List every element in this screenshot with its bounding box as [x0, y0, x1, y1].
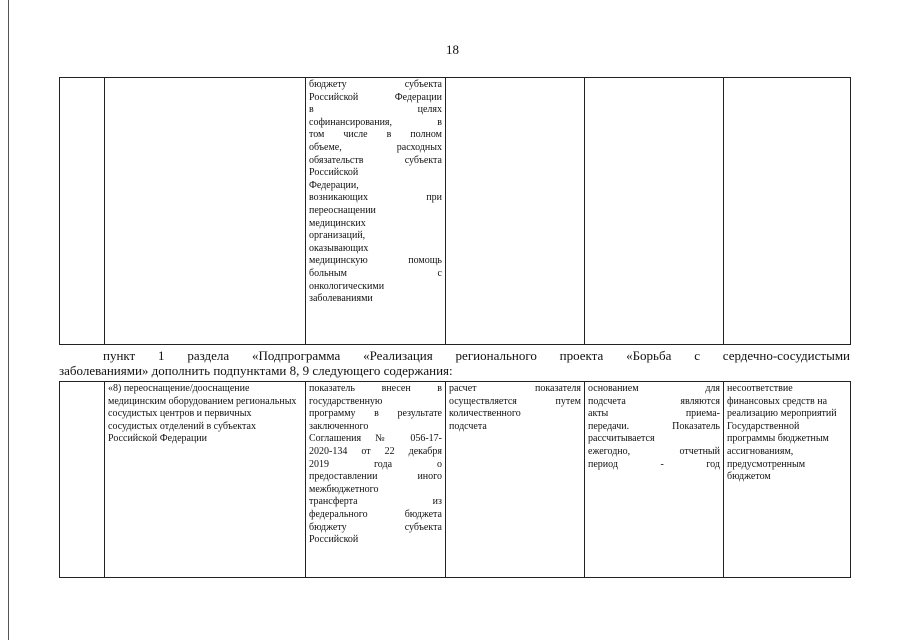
page-margin-line: [8, 0, 9, 640]
cell-text-line: возникающих при: [309, 192, 442, 204]
cell-text-line: Федерации,: [309, 179, 359, 191]
cell-text-line: период - год: [588, 458, 720, 470]
table-cell: [60, 78, 105, 345]
cell-text-line: ежегодно, отчетный: [588, 445, 720, 457]
cell-text-line: организаций,: [309, 230, 366, 242]
cell-text-line: объеме, расходных: [309, 141, 442, 153]
cell-text-line: оказывающих: [309, 242, 369, 254]
table-cell: [60, 382, 105, 578]
table-new-items: [59, 381, 851, 578]
indicator-basis-cell: [306, 382, 446, 578]
cell-text-line: подсчета: [449, 420, 487, 432]
cell-text-line: 2019 года о: [309, 458, 442, 470]
cell-text-line: количественного: [449, 408, 521, 420]
cell-text-line: бюджету субъекта: [309, 521, 442, 533]
cell-text-line: бюджету субъекта: [309, 79, 442, 90]
cell-text-line: обязательств субъекта: [309, 154, 442, 166]
table-cell: [585, 78, 724, 345]
cell-text-line: расчет показателя: [449, 383, 581, 394]
table-cell-legal-text: [306, 78, 446, 345]
table-cell: [724, 78, 851, 345]
cell-text-line: осуществляется путем: [449, 395, 581, 407]
cell-text-line: подсчета являются: [588, 395, 720, 407]
indicator-name-cell: «8) переоснащение/дооснащение медицинским оборудованием региональных сосудистых центров и первичных сосудистых отделений в субъектах Российской Федерации: [105, 382, 306, 578]
table-cell: [446, 78, 585, 345]
cell-text-line: государственную: [309, 395, 383, 407]
table-row: [60, 78, 851, 345]
cell-text-line: основанием для: [588, 383, 720, 394]
cell-text-line: акты приема-: [588, 408, 720, 420]
cell-text-line: медицинских: [309, 217, 366, 229]
cell-text-line: Российской: [309, 534, 359, 546]
cell-text-line: больным с: [309, 267, 442, 279]
cell-text-line: трансферта из: [309, 496, 442, 508]
cell-text-line: в целях: [309, 104, 442, 116]
calculation-method-cell: [446, 382, 585, 578]
risk-cell: несоответствие финансовых средств на реализацию мероприятий Государственной программы бюджетным ассигнованиям, предусмотренным бюджетом: [724, 382, 851, 578]
cell-text-line: межбюджетного: [309, 483, 379, 495]
table-continued: [59, 77, 851, 345]
cell-text-line: медицинскую помощь: [309, 255, 442, 267]
cell-text-line: том числе в полном: [309, 129, 442, 141]
paragraph-line-1: пункт 1 раздела «Подпрограмма «Реализация регионального проекта «Борьба с сердечно-сосудистыми: [103, 348, 850, 363]
cell-text-line: программу в результате: [309, 408, 442, 420]
table-cell: [105, 78, 306, 345]
cell-text-line: заключенного: [309, 420, 369, 432]
paragraph-line-2: заболеваниями» дополнить подпунктами 8, 9 следующего содержания:: [59, 363, 453, 378]
cell-text-line: онкологическими: [309, 280, 385, 292]
cell-text-line: Соглашения № 056-17-: [309, 433, 442, 445]
data-source-cell: [585, 382, 724, 578]
cell-text-line: 2020-134 от 22 декабря: [309, 445, 442, 457]
cell-text-line: переоснащении: [309, 204, 376, 216]
cell-text-line: федерального бюджета: [309, 508, 442, 520]
cell-text-line: рассчитывается: [588, 433, 655, 445]
cell-text-line: предоставлении иного: [309, 471, 442, 483]
cell-text-line: Российской: [309, 167, 359, 179]
table-row: [60, 382, 851, 578]
amendment-paragraph: [59, 348, 850, 378]
cell-text-line: Российской Федерации: [309, 91, 442, 103]
cell-text-line: показатель внесен в: [309, 383, 442, 394]
page-number: 18: [446, 42, 459, 57]
cell-text-line: передачи. Показатель: [588, 420, 720, 432]
cell-text-line: заболеваниями: [309, 293, 373, 305]
cell-text-line: софинансирования, в: [309, 116, 442, 128]
